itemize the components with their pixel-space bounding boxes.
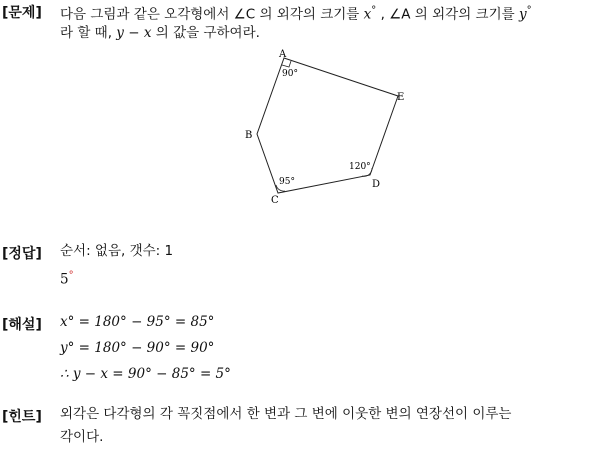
answer-label: [정답] (2, 246, 42, 262)
vertex-label-c: C (271, 195, 279, 206)
problem-line2-a: 라 할 때, (60, 25, 112, 41)
angle-label-d: 120° (349, 162, 371, 172)
solution-line2: y° = 180° − 90° = 90° (60, 340, 215, 356)
vertex-label-e: E (397, 92, 405, 103)
hint-line2: 각이다. (60, 429, 104, 445)
problem-y-degree: ° (526, 5, 532, 16)
angle-label-c: 95° (279, 177, 295, 187)
problem-line1-b: , ∠A 의 외각의 크기를 (380, 6, 515, 23)
pentagon-figure (0, 40, 592, 250)
pentagon-shape (257, 58, 398, 193)
problem-y-symbol: y (518, 6, 527, 23)
solution-label: [해설] (2, 317, 42, 333)
problem-expression: y − x (116, 25, 152, 41)
answer-degree: ° (68, 270, 74, 281)
problem-label: [문제] (2, 5, 42, 21)
problem-line1-a: 다음 그림과 같은 오각형에서 ∠C 의 외각의 크기를 (60, 6, 360, 23)
hint-label: [힌트] (2, 409, 42, 425)
problem-x-degree: ° (371, 5, 377, 16)
problem-line2-b: 의 값을 구하여라. (155, 25, 260, 41)
vertex-label-b: B (245, 130, 253, 141)
vertex-label-d: D (372, 179, 381, 190)
hint-line1: 외각은 다각형의 각 꼭짓점에서 한 변과 그 변에 이웃한 변의 연장선이 이루는 (60, 406, 512, 422)
vertex-label-a: A (279, 49, 287, 60)
solution-line3: ∴ y − x = 90° − 85° = 5° (60, 366, 231, 382)
problem-x-symbol: x (363, 6, 372, 23)
answer-line1: 순서: 없음, 갯수: 1 (60, 243, 174, 259)
problem-text-line1 (60, 0, 532, 26)
answer-value: 5 (60, 271, 69, 288)
answer-value-line (60, 265, 74, 291)
solution-line1: x° = 180° − 95° = 85° (60, 314, 215, 330)
angle-label-a: 90° (282, 69, 298, 79)
angle-marker-a (282, 61, 291, 67)
